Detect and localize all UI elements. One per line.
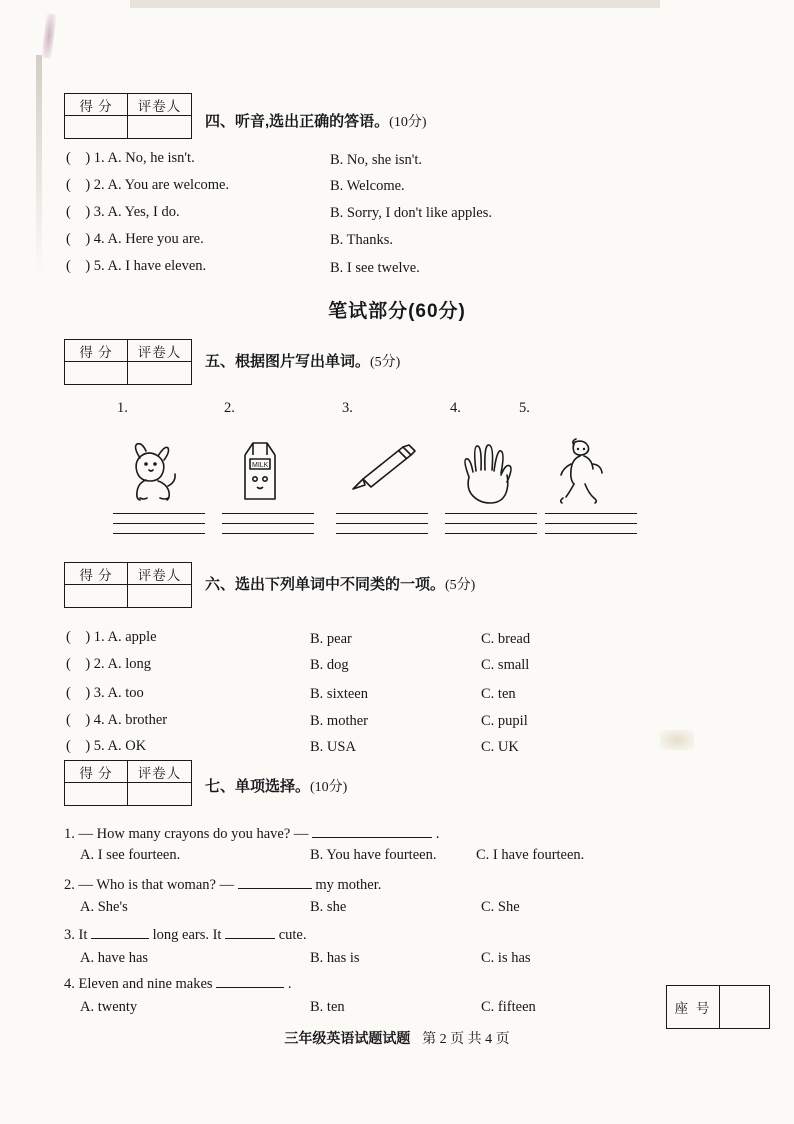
scan-artifact-stain — [660, 730, 694, 750]
q4-3[interactable] — [66, 204, 180, 221]
write-lines-3[interactable] — [336, 513, 428, 547]
svg-text:MILK: MILK — [252, 462, 269, 469]
q7-2-stem-post: my mother. — [315, 877, 382, 893]
page-footer — [0, 1028, 794, 1048]
q7-2-stem-pre: 2. — Who is that woman? — — [64, 877, 235, 893]
q6-1-option-c[interactable]: C. bread — [481, 631, 531, 647]
q7-3-answer-blank-2[interactable] — [225, 924, 275, 939]
q4-1[interactable] — [66, 150, 195, 167]
q6-3-option-c[interactable]: C. ten — [481, 686, 516, 702]
q7-1-option-b[interactable]: B. You have fourteen. — [310, 847, 437, 863]
seat-number-label: 座 号 — [667, 986, 720, 1028]
q6-4-option-b[interactable]: B. mother — [310, 713, 368, 729]
scan-artifact-top — [130, 0, 660, 8]
dog-icon — [118, 440, 190, 502]
q4-5[interactable] — [66, 258, 206, 275]
q4-1-option-b[interactable]: B. No, she isn't. — [330, 152, 423, 168]
written-part-title: 笔试部分(60分) — [328, 301, 466, 322]
q6-4[interactable] — [66, 712, 167, 729]
scorebox-input-grader[interactable] — [128, 783, 191, 806]
scorebox-label-grader: 评卷人 — [128, 563, 191, 585]
q7-2-stem[interactable] — [64, 874, 381, 894]
footer-page-number: 第 2 页 共 4 页 — [422, 1032, 510, 1047]
q7-1-stem[interactable] — [64, 823, 439, 843]
q4-1-option-a[interactable]: A. No, he isn't. — [107, 150, 195, 166]
q6-3-option-b[interactable]: B. sixteen — [310, 686, 368, 702]
picture-number-3: 3. — [342, 400, 353, 416]
answer-bracket[interactable]: ( ) — [66, 738, 91, 754]
q7-1-option-a[interactable]: A. I see fourteen. — [80, 847, 181, 863]
scorebox-input-score[interactable] — [65, 783, 128, 806]
section-6-title — [205, 573, 475, 594]
q7-3-option-a[interactable]: A. have has — [80, 950, 149, 966]
section-7-title-text: 七、单项选择。 — [205, 778, 311, 795]
q4-5-option-a[interactable]: A. I have eleven. — [107, 258, 207, 274]
scorebox-input-grader[interactable] — [128, 585, 191, 608]
scorebox-input-score[interactable] — [65, 362, 128, 385]
seat-number-input[interactable] — [720, 986, 769, 1028]
q7-3-option-c[interactable]: C. is has — [481, 950, 531, 966]
answer-bracket[interactable]: ( ) — [66, 177, 91, 193]
q7-1-answer-blank[interactable] — [312, 823, 432, 838]
write-lines-5[interactable] — [545, 513, 637, 547]
q7-4-option-c[interactable]: C. fifteen — [481, 999, 536, 1015]
q4-2-option-a[interactable]: A. You are welcome. — [107, 177, 230, 193]
answer-bracket[interactable]: ( ) — [66, 712, 91, 728]
section-4-title-text: 四、听音,选出正确的答语。 — [205, 113, 390, 130]
milk-carton-icon — [233, 437, 289, 503]
q6-3-option-a[interactable]: A. too — [107, 685, 144, 701]
scorebox-section-5 — [64, 339, 192, 385]
q6-3[interactable] — [66, 685, 144, 702]
q7-4-stem-pre: 4. Eleven and nine makes — [64, 976, 213, 992]
answer-bracket[interactable]: ( ) — [66, 656, 91, 672]
q7-4-option-b[interactable]: B. ten — [310, 999, 345, 1015]
scorebox-label-score: 得 分 — [65, 761, 128, 783]
q4-4-option-b[interactable]: B. Thanks. — [330, 232, 393, 248]
q6-1-option-a[interactable]: A. apple — [107, 629, 157, 645]
q6-4-option-c[interactable]: C. pupil — [481, 713, 528, 729]
q7-4-option-a[interactable]: A. twenty — [80, 999, 138, 1015]
q7-1-stem-post: . — [435, 826, 440, 842]
q4-4-option-a[interactable]: A. Here you are. — [107, 231, 204, 247]
picture-number-2: 2. — [224, 400, 235, 416]
section-5-title-text: 五、根据图片写出单词。 — [205, 353, 371, 370]
boy-running-icon — [555, 436, 607, 506]
section-4-title — [205, 110, 427, 131]
answer-bracket[interactable]: ( ) — [66, 231, 91, 247]
answer-bracket[interactable]: ( ) — [66, 204, 91, 220]
q6-5-option-a[interactable]: A. OK — [107, 738, 147, 754]
scorebox-label-score: 得 分 — [65, 94, 128, 116]
write-lines-4[interactable] — [445, 513, 537, 547]
q7-3-stem-mid: long ears. It — [152, 927, 222, 943]
pen-icon — [347, 443, 421, 497]
picture-number-4: 4. — [450, 400, 461, 416]
q7-1-option-c[interactable]: C. I have fourteen. — [476, 847, 585, 863]
q6-2-option-a[interactable]: A. long — [107, 656, 151, 672]
q6-4-option-a[interactable]: A. brother — [107, 712, 168, 728]
q6-5-option-c[interactable]: C. UK — [481, 739, 519, 755]
picture-number-1: 1. — [117, 400, 128, 416]
scorebox-input-grader[interactable] — [128, 116, 191, 139]
section-7-title — [205, 775, 347, 796]
section-6-points: (5分) — [445, 578, 476, 593]
q4-3-option-a[interactable]: A. Yes, I do. — [107, 204, 180, 220]
q4-3-option-b[interactable]: B. Sorry, I don't like apples. — [330, 205, 492, 221]
q4-2-num: 2. — [93, 177, 105, 193]
answer-bracket[interactable]: ( ) — [66, 258, 91, 274]
write-lines-2[interactable] — [222, 513, 314, 547]
q6-1[interactable] — [66, 629, 157, 646]
q7-4-stem-post: . — [287, 976, 292, 992]
seat-number-box — [666, 985, 770, 1029]
q4-2-option-b[interactable]: B. Welcome. — [330, 178, 405, 194]
picture-number-5: 5. — [519, 400, 530, 416]
q4-1-num: 1. — [93, 150, 105, 166]
answer-bracket[interactable]: ( ) — [66, 150, 91, 166]
q6-2[interactable] — [66, 656, 151, 673]
section-6-title-text: 六、选出下列单词中不同类的一项。 — [205, 576, 446, 593]
scorebox-label-score: 得 分 — [65, 340, 128, 362]
section-5-title — [205, 350, 400, 371]
scorebox-section-6 — [64, 562, 192, 608]
q7-2-answer-blank[interactable] — [238, 874, 312, 889]
scorebox-label-grader: 评卷人 — [128, 340, 191, 362]
q6-5[interactable] — [66, 738, 146, 755]
q4-4-num: 4. — [93, 231, 105, 247]
q6-5-option-b[interactable]: B. USA — [310, 739, 356, 755]
write-lines-1[interactable] — [113, 513, 205, 547]
scan-artifact-smudge — [41, 14, 56, 59]
q7-4-stem[interactable] — [64, 973, 291, 993]
scorebox-section-7 — [64, 760, 192, 806]
hand-icon — [455, 437, 517, 505]
q4-2[interactable] — [66, 177, 229, 194]
q6-2-option-b[interactable]: B. dog — [310, 657, 349, 673]
q6-5-num: 5. — [93, 738, 105, 754]
scorebox-label-grader: 评卷人 — [128, 761, 191, 783]
scorebox-input-score[interactable] — [65, 116, 128, 139]
footer-title: 三年级英语试题试题 — [284, 1030, 411, 1046]
answer-bracket[interactable]: ( ) — [66, 685, 91, 701]
q4-5-num: 5. — [93, 258, 105, 274]
q7-3-stem[interactable] — [64, 924, 307, 944]
section-4-points: (10分) — [389, 115, 427, 130]
q7-2-option-b[interactable]: B. she — [310, 899, 347, 915]
q7-1-stem-pre: 1. — How many crayons do you have? — — [64, 826, 309, 842]
q7-3-stem-pre: 3. It — [64, 927, 88, 943]
q6-4-num: 4. — [93, 712, 105, 728]
q7-3-stem-post: cute. — [278, 927, 307, 943]
answer-bracket[interactable]: ( ) — [66, 629, 91, 645]
q6-1-option-b[interactable]: B. pear — [310, 631, 352, 647]
q7-3-answer-blank-1[interactable] — [91, 924, 149, 939]
scan-artifact-edge — [36, 55, 42, 275]
scorebox-label-grader: 评卷人 — [128, 94, 191, 116]
q7-2-option-a[interactable]: A. She's — [80, 899, 128, 915]
scorebox-label-score: 得 分 — [65, 563, 128, 585]
scorebox-input-grader[interactable] — [128, 362, 191, 385]
q6-3-num: 3. — [93, 685, 105, 701]
q4-5-option-b[interactable]: B. I see twelve. — [330, 260, 420, 276]
q4-4[interactable] — [66, 231, 204, 248]
q7-4-answer-blank[interactable] — [216, 973, 284, 988]
q6-1-num: 1. — [93, 629, 105, 645]
q7-2-option-c[interactable]: C. She — [481, 899, 520, 915]
section-7-points: (10分) — [310, 780, 348, 795]
q7-3-option-b[interactable]: B. has is — [310, 950, 360, 966]
q6-2-option-c[interactable]: C. small — [481, 657, 530, 673]
q4-3-num: 3. — [93, 204, 105, 220]
q6-2-num: 2. — [93, 656, 105, 672]
section-5-points: (5分) — [370, 355, 401, 370]
scorebox-input-score[interactable] — [65, 585, 128, 608]
scorebox-section-4 — [64, 93, 192, 139]
